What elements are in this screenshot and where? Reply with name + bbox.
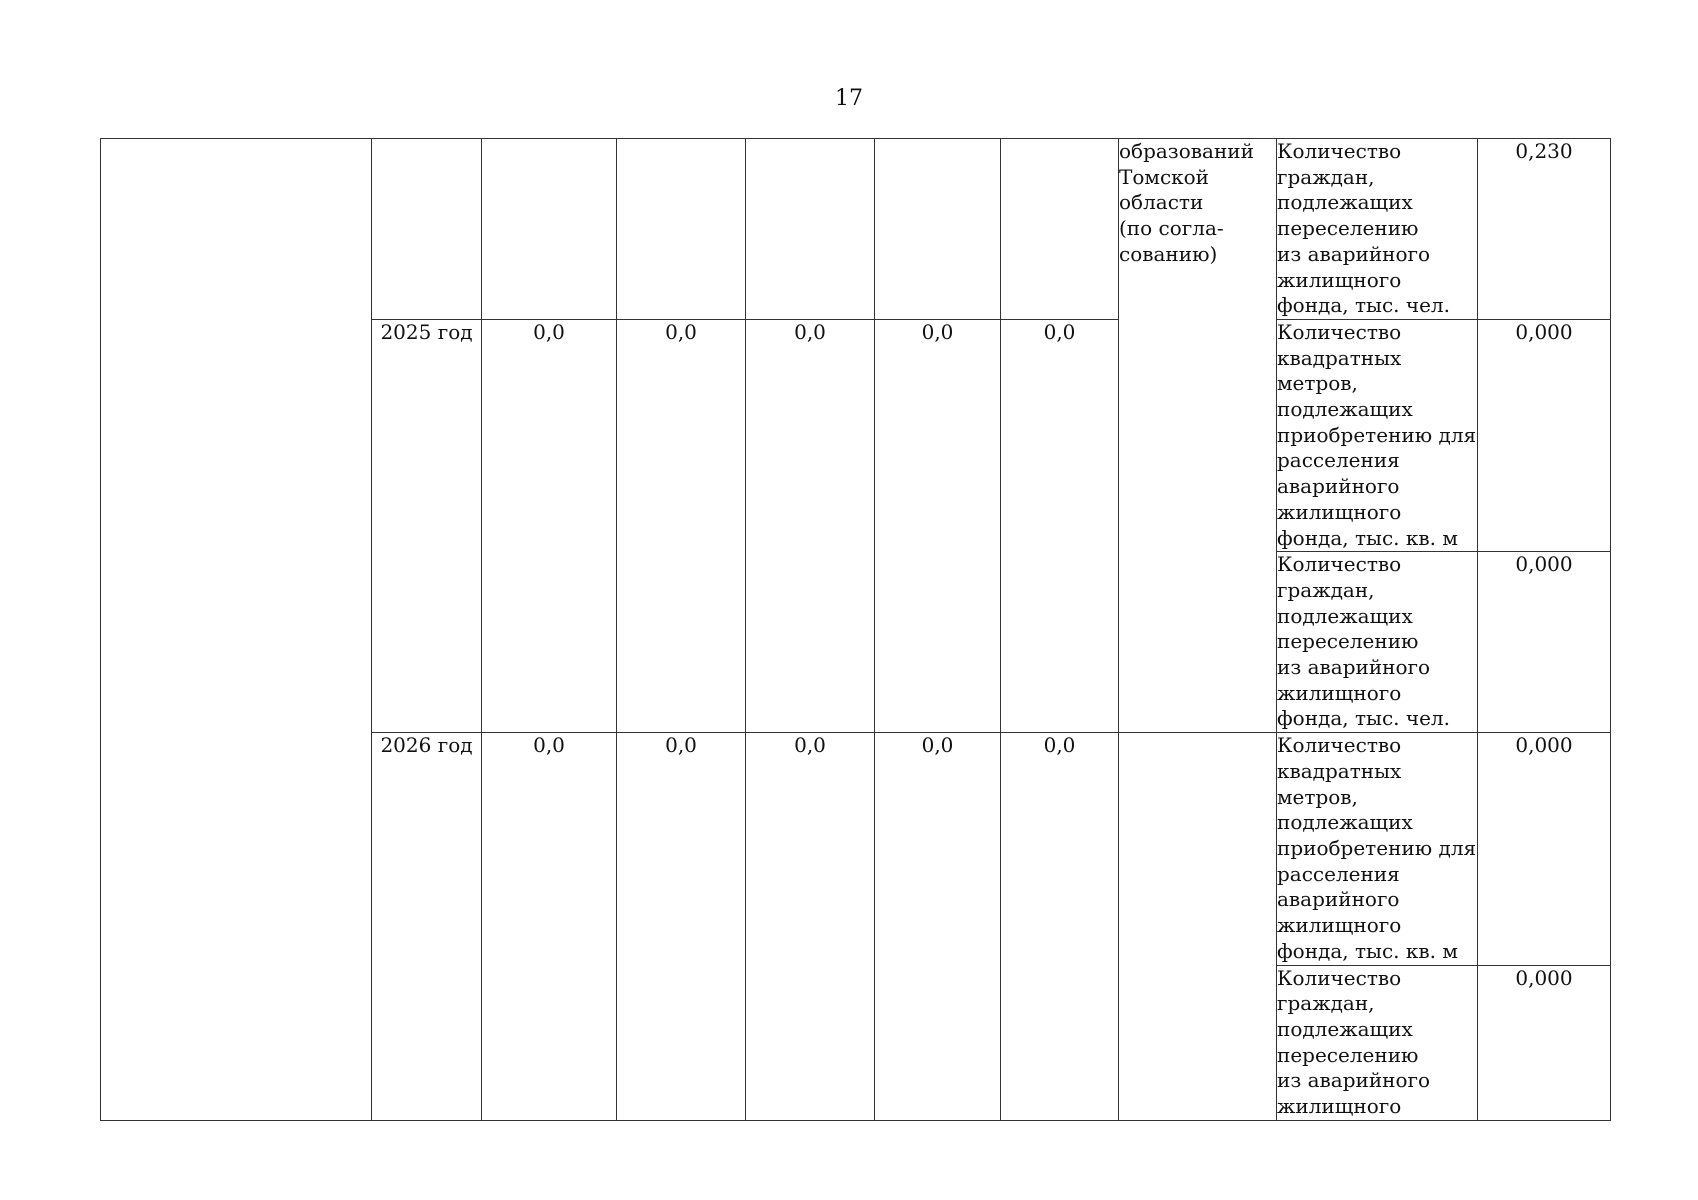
empty-amount-cell (617, 139, 746, 320)
amount-cell: 0,0 (482, 733, 617, 1121)
indicator-value: 0,230 (1478, 139, 1611, 320)
empty-executor-cell (1119, 733, 1277, 1121)
indicator-name: Количество граждан, подлежащих переселению из аварийного жилищного фонда, тыс. чел. (1277, 552, 1478, 733)
indicator-value: 0,000 (1478, 733, 1611, 965)
amount-cell: 0,0 (1001, 733, 1119, 1121)
empty-name-cell (101, 139, 372, 1121)
indicator-value: 0,000 (1478, 552, 1611, 733)
empty-amount-cell (875, 139, 1001, 320)
amount-cell: 0,0 (482, 319, 617, 732)
empty-amount-cell (1001, 139, 1119, 320)
indicator-name: Количество граждан, подлежащих переселению из аварийного жилищного (1277, 965, 1478, 1120)
amount-cell: 0,0 (746, 319, 875, 732)
indicator-value: 0,000 (1478, 319, 1611, 551)
indicator-name: Количество квадратных метров, подлежащих приобретению для расселения аварийного жилищного фонда, тыс. кв. м (1277, 319, 1478, 551)
indicator-name: Количество квадратных метров, подлежащих приобретению для расселения аварийного жилищного фонда, тыс. кв. м (1277, 733, 1478, 965)
year-cell: 2025 год (372, 319, 482, 732)
empty-amount-cell (746, 139, 875, 320)
empty-year-cell (372, 139, 482, 320)
year-cell: 2026 год (372, 733, 482, 1121)
amount-cell: 0,0 (746, 733, 875, 1121)
indicator-name: Количество граждан, подлежащих переселению из аварийного жилищного фонда, тыс. чел. (1277, 139, 1478, 320)
continuation-row (101, 139, 1611, 320)
empty-amount-cell (482, 139, 617, 320)
amount-cell: 0,0 (617, 319, 746, 732)
program-table (100, 138, 1611, 1121)
amount-cell: 0,0 (875, 733, 1001, 1121)
amount-cell: 0,0 (617, 733, 746, 1121)
page-number: 17 (835, 86, 863, 111)
indicator-value: 0,000 (1478, 965, 1611, 1120)
amount-cell: 0,0 (875, 319, 1001, 732)
amount-cell: 0,0 (1001, 319, 1119, 732)
executor-cell: образований Томской области (по согла- сованию) (1119, 139, 1277, 733)
